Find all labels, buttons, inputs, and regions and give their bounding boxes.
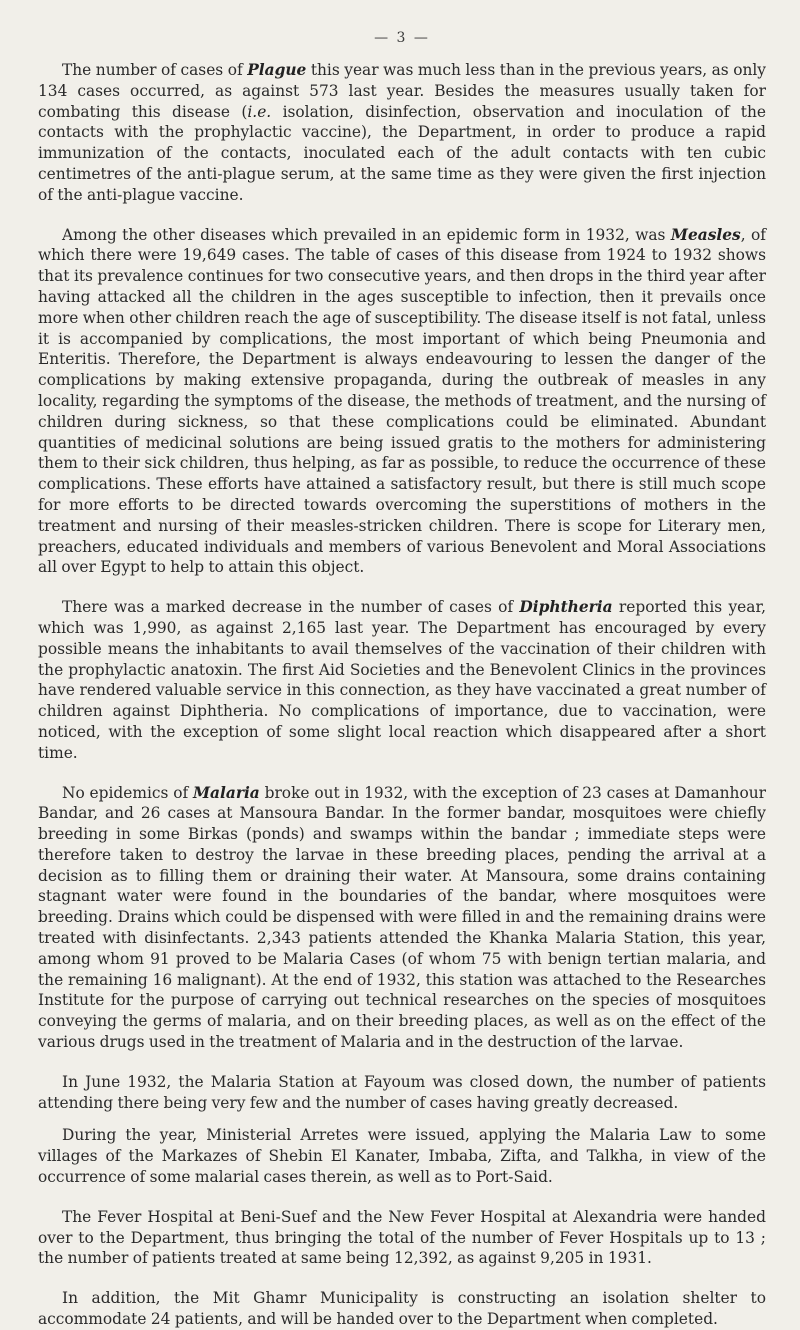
disease-name <box>193 784 260 802</box>
disease-name <box>247 61 306 79</box>
disease-name <box>519 598 612 616</box>
text-run: In June 1932, the Malaria Station at Fayoum was closed down, the number of patients attending there being very few and the number of cases having greatly decreased. <box>38 1072 766 1112</box>
disease-name <box>671 226 741 244</box>
page-number: — 3 — <box>374 30 430 46</box>
italic-text: i.e. <box>247 102 272 121</box>
paragraph <box>38 225 766 579</box>
text-run: broke out in 1932, with the exception of 23 cases at Damanhour Bandar, and 26 cases at Mansoura Bandar. In the former bandar, mosquitoes were chiefly breeding in some Birkas (ponds) and swamps within the bandar ; immediate steps were therefore taken to destroy the larvae in these breeding places, pending the arrival at a decision as to filling them or draining their water. At Mansoura, some drains containing stagnant water were found in the boundaries of the bandar, where mosquitoes were breeding. Drains which could be dispensed with were filled in and the remaining drains were treated with disinfectants. 2,343 patients attended the Khanka Malaria Station, this year, among whom 91 proved to be Malaria Cases (of whom 75 with benign tertian malaria, and the remaining 16 malignant). At the end of 1932, this station was attached to the Researches Institute for the purpose of carrying out technical researches on the species of mosquitoes conveying the germs of malaria, and on their breeding places, as well as on the effect of the various drugs used in the treatment of Malaria and in the destruction of the larvae. <box>38 783 766 1052</box>
text-run: During the year, Ministerial Arretes were issued, applying the Malaria Law to some villages of the Markazes of Shebin El Kanater, Imbaba, Zifta, and Talkha, in view of the occurrence of some malarial cases therein, as well as to Port-Said. <box>38 1126 766 1187</box>
paragraph <box>38 783 766 1053</box>
emphasized-term: Plague <box>247 61 307 79</box>
paragraph <box>38 1288 766 1330</box>
text-run: The number of cases of <box>62 61 248 79</box>
text-run: There was a marked decrease in the number of cases of <box>62 598 520 617</box>
text-run: The Fever Hospital at Beni-Suef and the New Fever Hospital at Alexandria were handed over to the Department, thus bringing the total of the number of Fever Hospitals up to 13 ; the number of patients treated at same being 12,392, as against 9,205 in 1931. <box>38 1207 766 1268</box>
paragraph <box>38 1125 766 1187</box>
paragraph <box>38 1072 766 1114</box>
emphasized-term: Malaria <box>193 783 260 802</box>
text-run: , of which there were 19,649 cases. The table of cases of this disease from 1924 to 1932 shows that its prevalence continues for two consecutive years, and then drops in the third year after having attacked all the children in the ages susceptible to infection, then it prevails once more when other children reach the age of susceptibility. The disease itself is not fatal, unless it is accompanied by complications, the most important of which being Pneumonia and Enteritis. Therefore, the Department is always endeavouring to lessen the danger of the complications by making extensive propaganda, during the outbreak of measles in any locality, regarding the symptoms of the disease, the methods of treatment, and the nursing of children during sickness, so that these complications could be eliminated. Abundant quantities of medicinal solutions are being issued gratis to the mothers for administering them to their sick children, thus helping, as far as possible, to reduce the occurrence of these complications. These efforts have attained a satisfactory result, but there is still much scope for more efforts to be directed towards overcoming the superstitions of mothers in the treatment and nursing of their measles-stricken children. There is scope for Literary men, preachers, educated individuals and members of various Benevolent and Moral Associations all over Egypt to help to attain this object. <box>38 225 766 577</box>
emphasized-term: Diphtheria <box>519 598 613 617</box>
text-run: reported this year, which was 1,990, as against 2,165 last year. The Department has encouraged by every possible means the inhabitants to avail themselves of the vaccination of their children with the prophylactic anatoxin. The first Aid Societies and the Benevolent Clinics in the provinces have rendered valuable service in this connection, as they have vaccinated a great number of children against Diphtheria. No complications of importance, due to vaccination, were noticed, with the exception of some slight local reaction which disappeared after a short time. <box>38 598 767 762</box>
emphasized-term: Measles <box>670 225 741 244</box>
text-run: isolation, disinfection, observation and inoculation of the contacts with the prophylactic vaccine), the Department, in order to produce a rapid immunization of the contacts, inoculated each of the adult contacts with ten cubic centimetres of the anti-plague serum, at the same time as they were given the first injection of the anti-plague vaccine. <box>38 102 766 204</box>
paragraph <box>38 597 766 763</box>
text-run: In addition, the Mit Ghamr Municipality is constructing an isolation shelter to accommodate 24 patients, and will be handed over to the Department when completed. <box>38 1289 766 1329</box>
text-run: Among the other diseases which prevailed in an epidemic form in 1932, was <box>62 225 671 244</box>
body-text <box>38 60 766 1330</box>
text-run: No epidemics of <box>62 783 194 802</box>
paragraph <box>38 1207 766 1269</box>
text-run: this year was much less than in the previous years, as only 134 cases occurred, as against 573 last year. Besides the measures usually taken for combating this disease ( <box>38 61 767 121</box>
paragraph <box>38 60 766 206</box>
